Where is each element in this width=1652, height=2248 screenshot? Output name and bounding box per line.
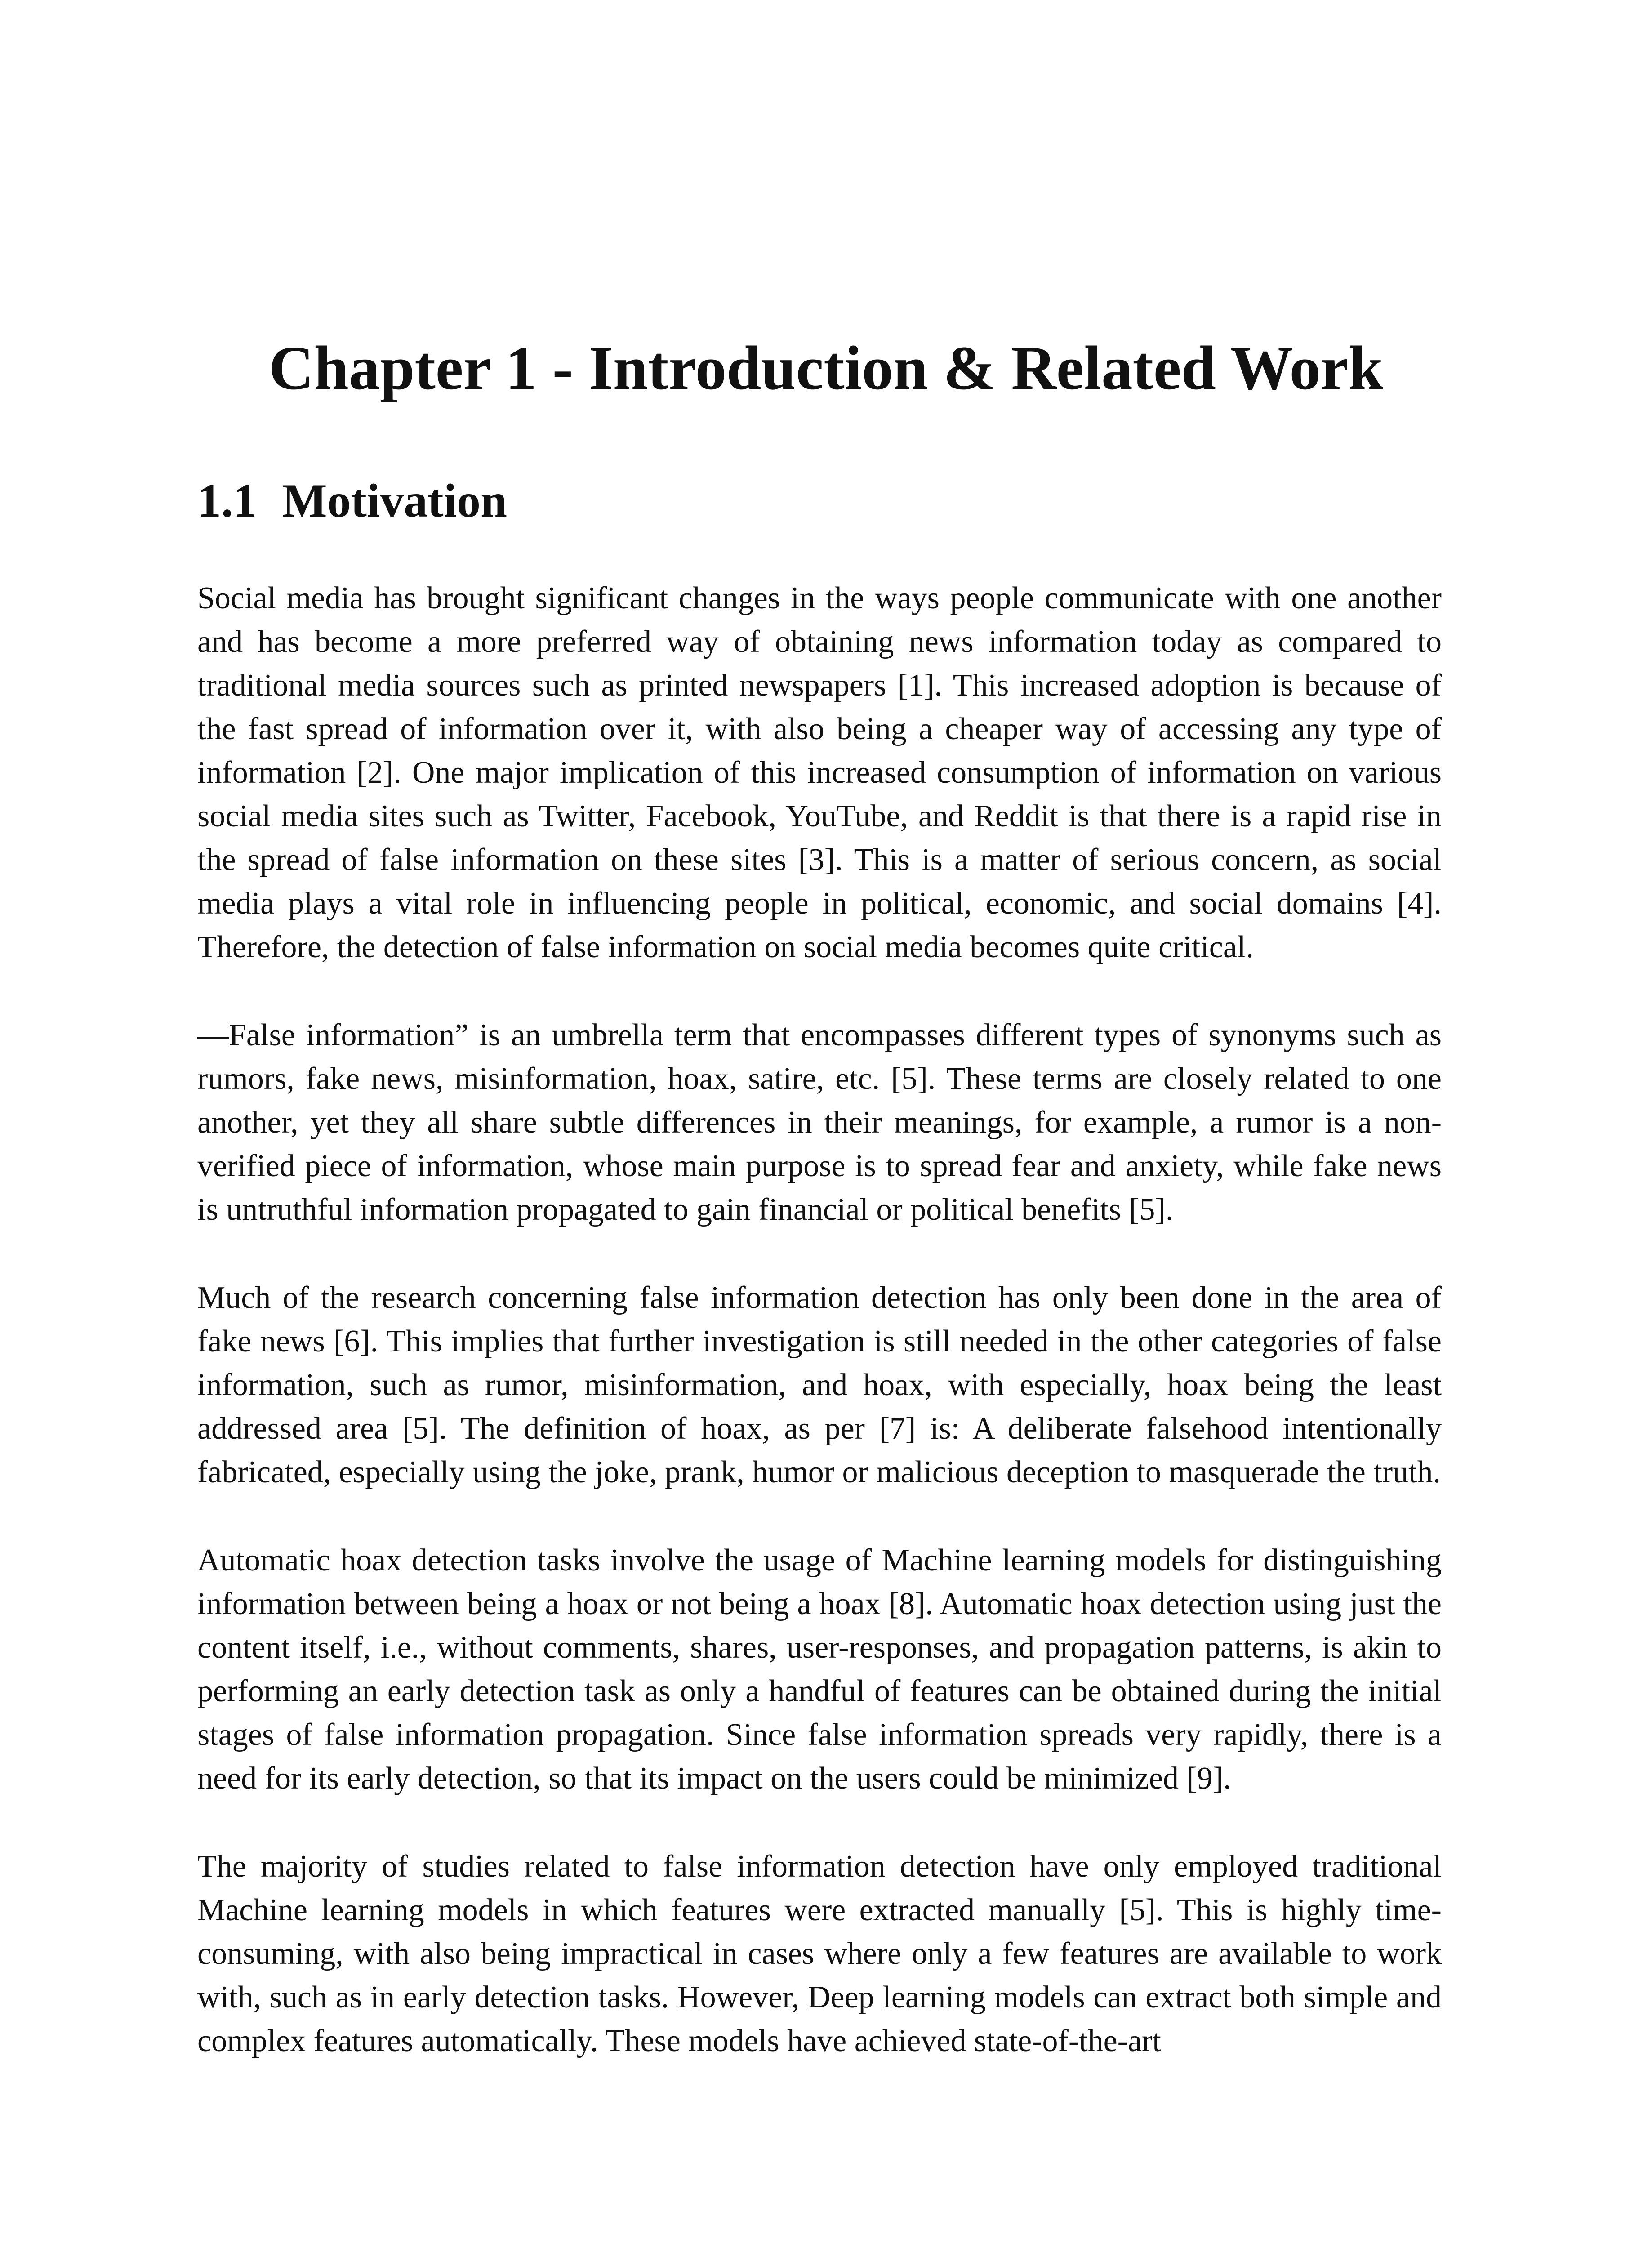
paragraph-1: Social media has brought significant changes in the ways people communicate with one another and has become a more preferred way of obtaining news information today as compared to traditional media sources such as printed newspapers [1]. This increased adoption is because of the fast spread of information over it, with also being a cheaper way of accessing any type of information [2]. One major implication of this increased consumption of information on various social media sites such as Twitter, Facebook, YouTube, and Reddit is that there is a rapid rise in the spread of false information on these sites [3]. This is a matter of serious concern, as social media plays a vital role in influencing people in political, economic, and social domains [4]. Therefore, the detection of false information on social media becomes quite critical. — [197, 581, 1442, 964]
paragraph-5: The majority of studies related to false information detection have only employed traditional Machine learning models in which features were extracted manually [5]. This is highly time-consuming, with also being impractical in cases where only a few features are available to work with, such as in early detection tasks. However, Deep learning models can extract both simple and complex features automatically. These models have achieved state-of-the-art — [197, 1849, 1442, 2058]
paragraph-2: ―False information” is an umbrella term that encompasses different types of synonyms such as rumors, fake news, misinformation, hoax, satire, etc. [5]. These terms are closely related to one another, yet they all share subtle differences in their meanings, for example, a rumor is a non-verified piece of information, whose main purpose is to spread fear and anxiety, while fake news is untruthful information propagated to gain financial or political benefits [5]. — [197, 1018, 1442, 1227]
section-title: Motivation — [282, 474, 507, 527]
paragraph-3: Much of the research concerning false information detection has only been done in the area of fake news [6]. This implies that further investigation is still needed in the other categories of false information, such as rumor, misinformation, and hoax, with especially, hoax being the least addressed area [5]. The definition of hoax, as per [7] is: A deliberate falsehood intentionally fabricated, especially using the joke, prank, humor or malicious deception to masquerade the truth. — [197, 1280, 1442, 1490]
body-text — [197, 576, 1442, 2107]
section-number: 1.1 — [197, 474, 257, 527]
section-heading — [197, 472, 507, 529]
chapter-title: Chapter 1 - Introduction & Related Work — [269, 334, 1383, 403]
paragraph-4: Automatic hoax detection tasks involve the usage of Machine learning models for distinguishing information between being a hoax or not being a hoax [8]. Automatic hoax detection using just the content itself, i.e., without comments, shares, user-responses, and propagation patterns, is akin to performing an early detection task as only a handful of features can be obtained during the initial stages of false information propagation. Since false information spreads very rapidly, there is a need for its early detection, so that its impact on the users could be minimized [9]. — [197, 1543, 1442, 1796]
